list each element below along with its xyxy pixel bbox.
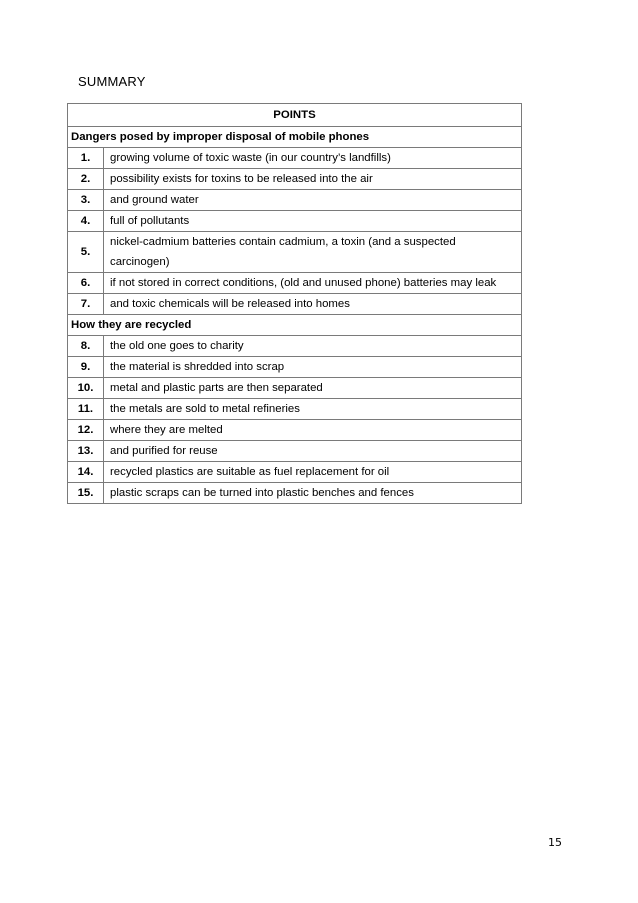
table-row [68,294,522,315]
table-header-row [68,104,522,127]
summary-heading: SUMMARY [78,74,146,89]
row-text: and ground water [104,190,522,211]
section-title-recycled: How they are recycled [68,315,522,336]
row-text: the material is shredded into scrap [104,357,522,378]
table-row [68,483,522,504]
table-row [68,273,522,294]
row-number: 13. [68,441,104,462]
table-row [68,148,522,169]
row-number: 14. [68,462,104,483]
row-number: 3. [68,190,104,211]
row-number: 9. [68,357,104,378]
row-number: 6. [68,273,104,294]
table-row [68,441,522,462]
row-number: 5. [68,232,104,273]
row-text: nickel-cadmium batteries contain cadmium, a toxin (and a suspected carcinogen) [104,232,522,273]
section-title-dangers: Dangers posed by improper disposal of mobile phones [68,127,522,148]
row-text: if not stored in correct conditions, (old and unused phone) batteries may leak [104,273,522,294]
row-text: the metals are sold to metal refineries [104,399,522,420]
table-row [68,336,522,357]
row-text: where they are melted [104,420,522,441]
table-row [68,378,522,399]
table-row [68,169,522,190]
row-number: 1. [68,148,104,169]
table-row [68,399,522,420]
row-text: recycled plastics are suitable as fuel replacement for oil [104,462,522,483]
row-number: 7. [68,294,104,315]
table-row [68,211,522,232]
page-number: 15 [548,836,562,849]
row-number: 2. [68,169,104,190]
row-text: and toxic chemicals will be released into homes [104,294,522,315]
points-table [67,103,522,504]
section-row [68,127,522,148]
section-row [68,315,522,336]
row-text: plastic scraps can be turned into plastic benches and fences [104,483,522,504]
row-number: 11. [68,399,104,420]
row-text: possibility exists for toxins to be released into the air [104,169,522,190]
table-row [68,420,522,441]
table-row [68,190,522,211]
table-row [68,462,522,483]
table-row [68,357,522,378]
row-number: 12. [68,420,104,441]
row-text: the old one goes to charity [104,336,522,357]
row-text: metal and plastic parts are then separated [104,378,522,399]
row-number: 15. [68,483,104,504]
table-row [68,232,522,273]
row-number: 10. [68,378,104,399]
row-text: full of pollutants [104,211,522,232]
row-number: 4. [68,211,104,232]
row-text: and purified for reuse [104,441,522,462]
row-text: growing volume of toxic waste (in our country’s landfills) [104,148,522,169]
table-header: POINTS [68,104,522,127]
row-number: 8. [68,336,104,357]
